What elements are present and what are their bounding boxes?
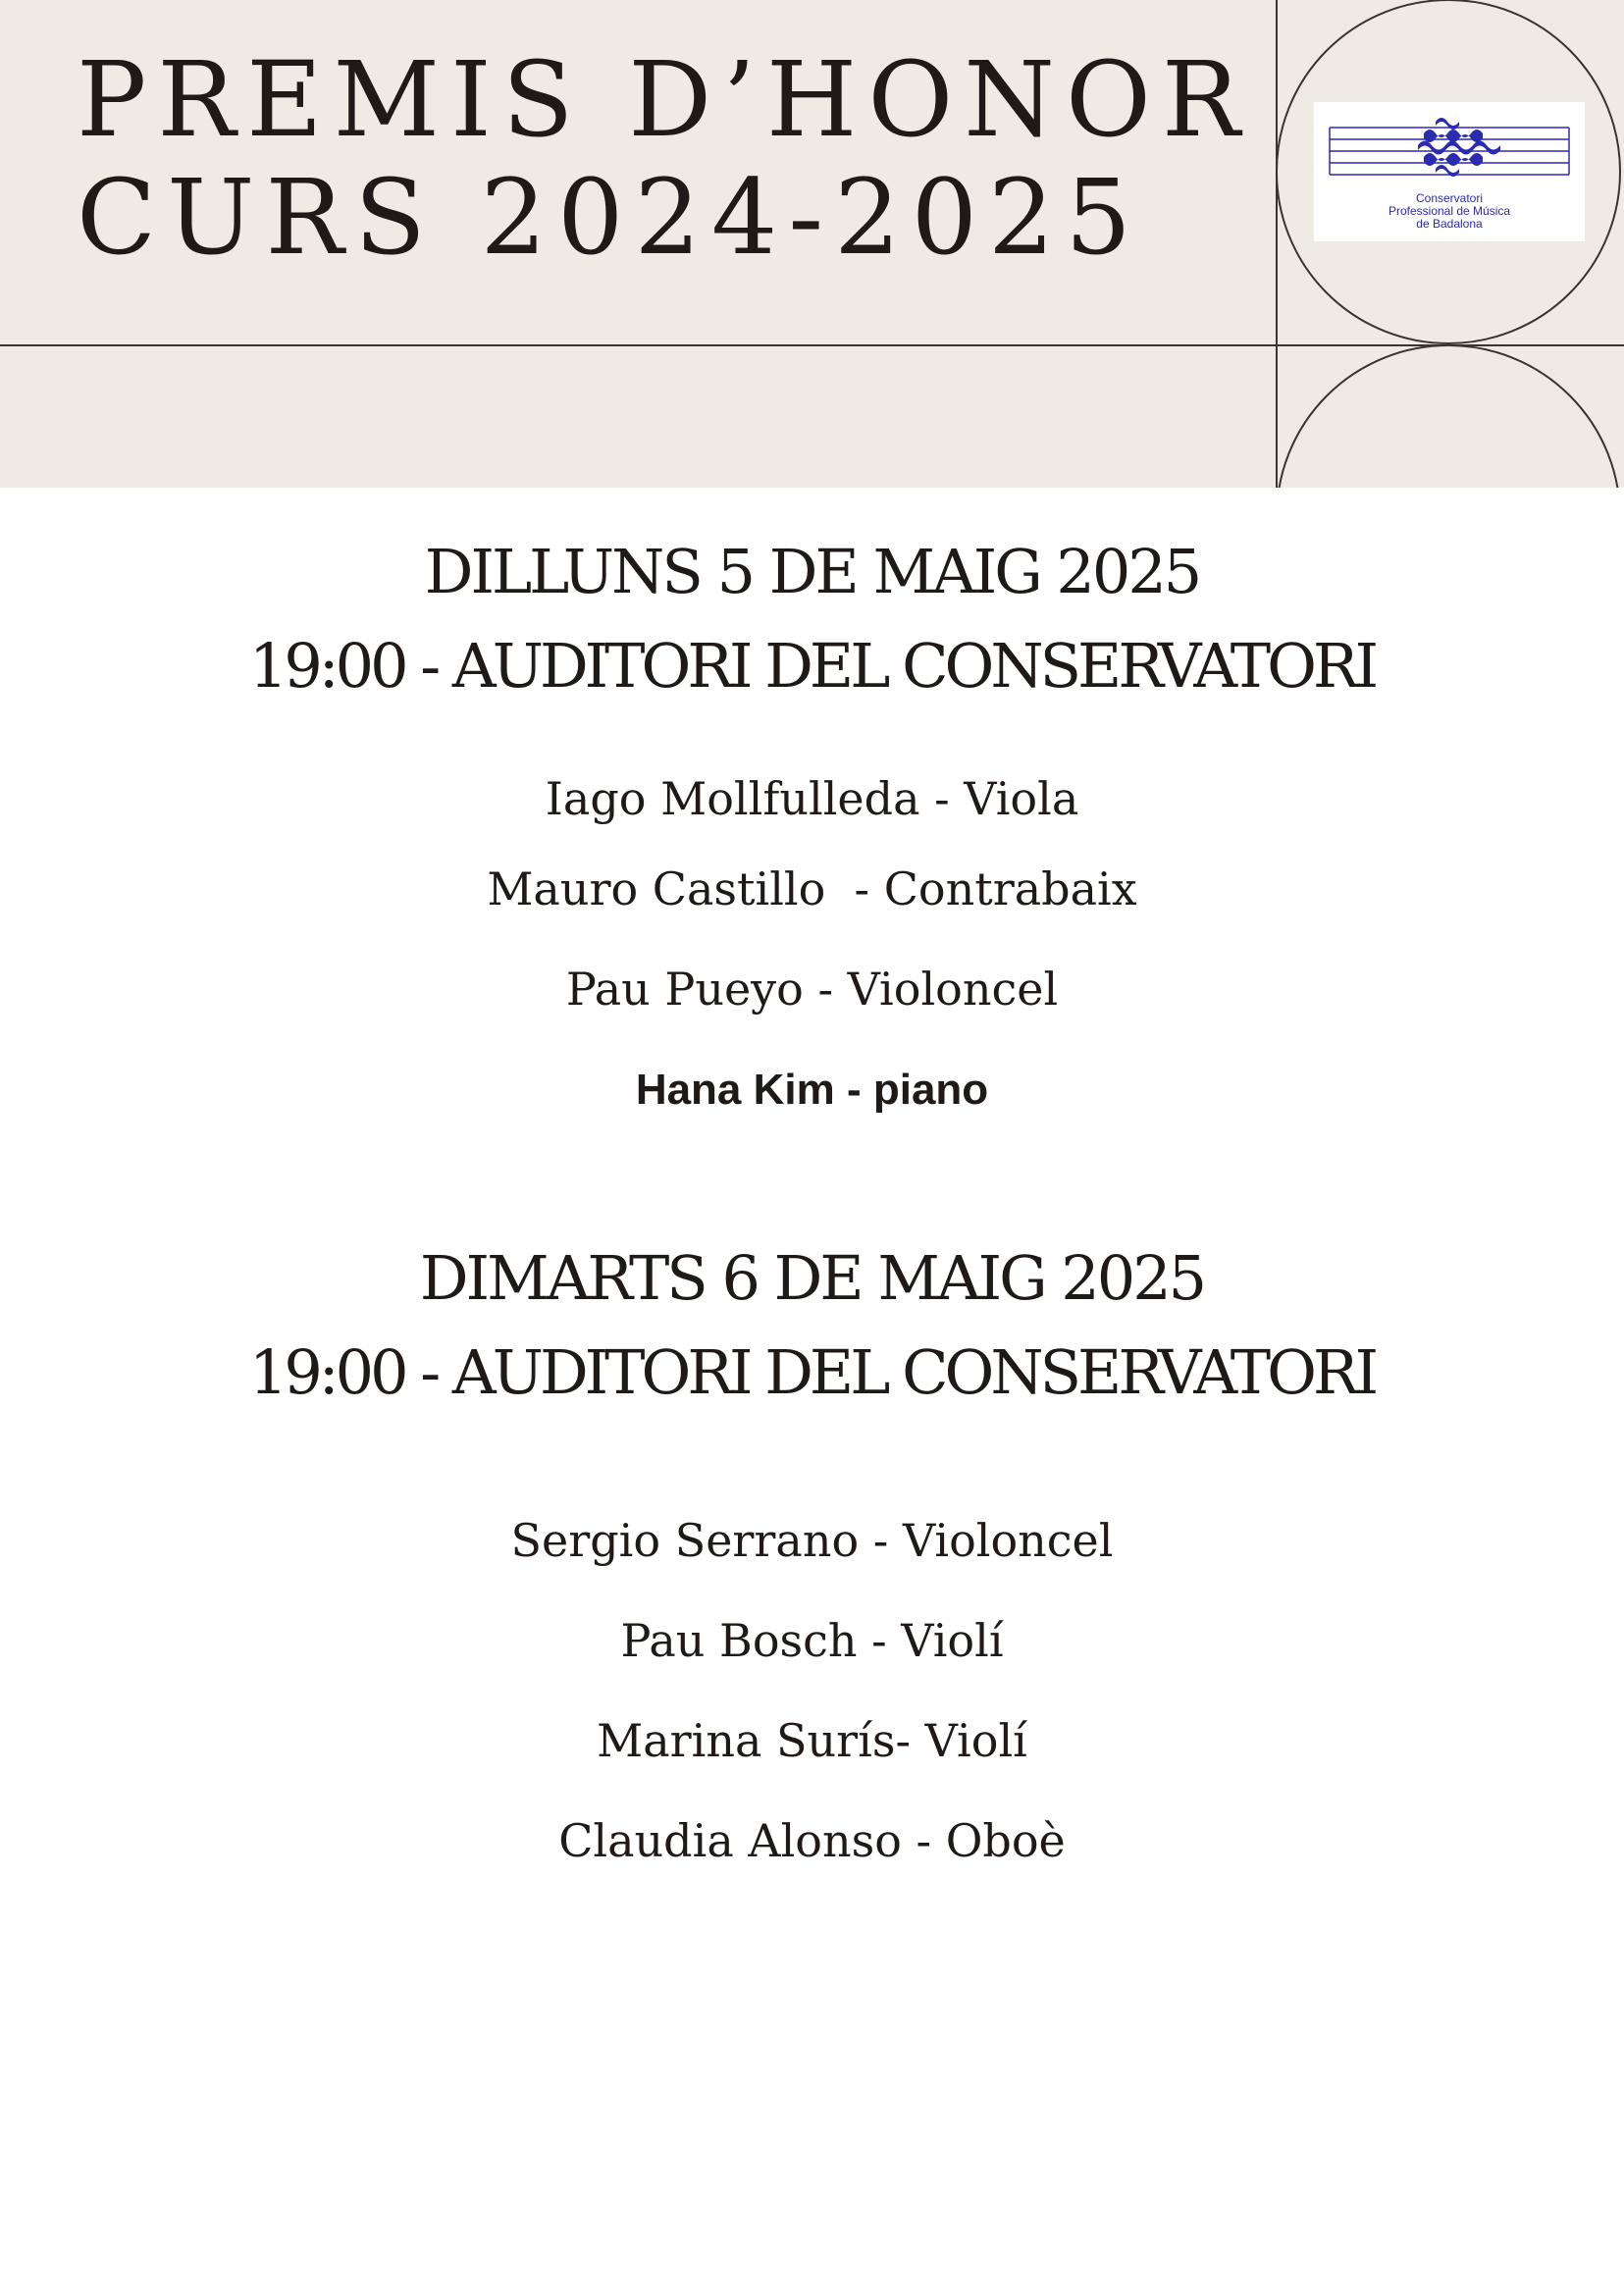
session-time-place: 19:00 - AUDITORI DEL CONSERVATORI <box>248 630 1376 702</box>
session-tuesday-heading <box>0 1231 1624 1420</box>
header-divider-vertical <box>1276 0 1278 488</box>
header-banner <box>0 0 1624 488</box>
performer-item: Marina Surís- Violí <box>597 1714 1027 1767</box>
performer-item: Sergio Serrano - Violoncel <box>510 1514 1114 1567</box>
session-time-place: 19:00 - AUDITORI DEL CONSERVATORI <box>248 1336 1376 1408</box>
performer-item: Pau Pueyo - Violoncel <box>565 963 1059 1016</box>
logo-staff-icon <box>1328 108 1571 192</box>
title-line-2: CURS 2024-2025 <box>77 157 1142 278</box>
performer-item: Iago Mollfulleda - Viola <box>545 772 1079 825</box>
logo-text <box>1314 192 1585 231</box>
page-title <box>77 41 1251 277</box>
logo-text-line-1: Conservatori <box>1415 191 1484 205</box>
title-line-1: PREMIS D’HONOR <box>77 39 1251 160</box>
performer-item: Mauro Castillo - Contrabaix <box>487 862 1137 915</box>
performer-item: Pau Bosch - Violí <box>620 1614 1004 1667</box>
session-date: DILLUNS 5 DE MAIG 2025 <box>424 536 1200 607</box>
conservatori-logo <box>1314 102 1585 241</box>
session-monday-heading <box>0 525 1624 713</box>
session-date: DIMARTS 6 DE MAIG 2025 <box>419 1242 1205 1314</box>
decorative-circle-bottom <box>1276 344 1621 488</box>
performer-item: Claudia Alonso - Oboè <box>558 1814 1066 1867</box>
logo-text-line-2: Professional de Música <box>1388 204 1511 218</box>
logo-text-line-3: de Badalona <box>1416 217 1483 231</box>
performer-item: Hana Kim - piano <box>635 1066 989 1114</box>
header-divider-horizontal <box>0 344 1624 346</box>
